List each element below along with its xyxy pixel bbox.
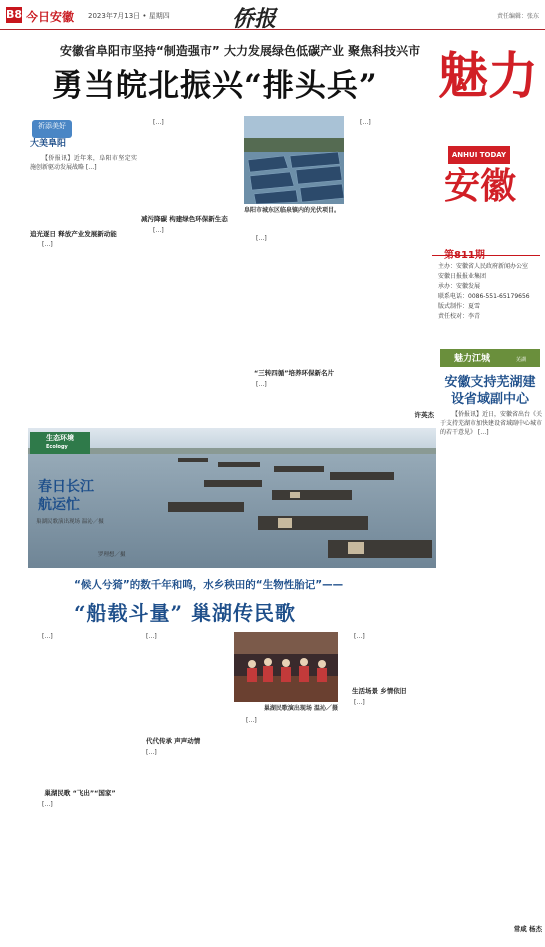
bottom-col2-bottom-text: […] bbox=[146, 749, 157, 756]
river-photo-caption: 巢湖民歌演出现场 温沁／摄 bbox=[36, 519, 104, 525]
bottom-col4-bottom-text: […] bbox=[354, 699, 365, 706]
lead-byline: 许英杰 bbox=[414, 411, 434, 419]
bottom-kicker: “候人兮猗”的数千年和鸣，水乡秧田的“生物性胎记”—— bbox=[74, 579, 344, 591]
issue-row: 安徽日报报业集团 bbox=[438, 273, 487, 280]
river-photo-headline: 春日长江航运忙 bbox=[38, 479, 94, 513]
lead-col2-bottom-text: […] bbox=[153, 227, 164, 234]
side-tag: 魅力江城 芜湖 bbox=[440, 349, 540, 367]
poster-char-1: 魅力 bbox=[438, 46, 538, 105]
masthead: 侨报 bbox=[232, 6, 277, 32]
river-photo-credit: 罗理想／摄 bbox=[98, 552, 126, 558]
issue-row: 承办：安徽发展 bbox=[438, 283, 481, 290]
bottom-col1-subhead: 巢湖民歌 “飞出”“国家” bbox=[44, 789, 116, 797]
editor-credit: 责任编辑：张东 bbox=[496, 13, 539, 20]
lead-col2-subhead: 减污降碳 构建绿色环保新生态 bbox=[141, 215, 228, 223]
issue-row: 责任校对：李青 bbox=[438, 313, 481, 320]
badge-title: 大美阜阳 bbox=[30, 139, 67, 149]
lead-headline: 勇当皖北振兴“排头兵” bbox=[52, 68, 378, 104]
poster-panel bbox=[428, 38, 545, 238]
poster-char-2: 安徽 bbox=[444, 165, 517, 207]
river-badge: 生态环境 Ecology bbox=[30, 432, 90, 454]
lead-photo-caption: 阜阳市城东区临泉镇内的光伏项目。 bbox=[244, 207, 341, 214]
poster-banner: ANHUI TODAY bbox=[448, 146, 510, 164]
lead-col1-text: […] bbox=[42, 241, 53, 248]
issue-row: 版式制作：夏雪 bbox=[438, 303, 481, 310]
badge-label: 祈添美好 bbox=[38, 122, 66, 130]
lead-col1-subhead: 追光逐日 释放产业发展新动能 bbox=[30, 230, 117, 238]
lead-col3-text: […] bbox=[256, 235, 267, 242]
lead-photo bbox=[244, 116, 344, 204]
issue-date: 2023年7月13日 • 星期四 bbox=[88, 12, 170, 20]
folk-song-photo bbox=[234, 632, 338, 702]
bottom-col1-bottom-text: […] bbox=[42, 801, 53, 808]
side-body: 【侨报讯】近日，安徽省出台《关于支持芜湖市加快建设省域副中心城市的若干意见》 […] bbox=[440, 411, 542, 436]
bottom-col2-subhead: 代代传承 声声动情 bbox=[146, 737, 201, 745]
issue-row: 联系电话：0086-551-65179656 bbox=[438, 293, 530, 300]
page-header bbox=[0, 0, 545, 30]
issue-row: 主办：安徽省人民政府新闻办公室 bbox=[438, 263, 529, 270]
side-byline: 常咸 杨杰 bbox=[513, 925, 542, 933]
side-headline: 安徽支持芜湖建设省域副中心 bbox=[444, 375, 536, 407]
bottom-col3-text: […] bbox=[246, 717, 257, 724]
issue-info bbox=[438, 262, 542, 322]
bottom-headline: “船载斗量” 巢湖传民歌 bbox=[74, 601, 296, 625]
bottom-col4-subhead: 生活场景 乡情依旧 bbox=[352, 687, 407, 695]
lead-col2-text: […] bbox=[153, 119, 164, 126]
page-number: B8 bbox=[6, 8, 23, 21]
section-title: 今日安徽 bbox=[26, 10, 75, 24]
issue-number: 第811期 bbox=[444, 250, 485, 261]
lead-col4-text: […] bbox=[360, 119, 371, 126]
bottom-col1-text: […] bbox=[42, 633, 53, 640]
bottom-col2-text: […] bbox=[146, 633, 157, 640]
lead-kicker: 安徽省阜阳市坚持“制造强市” 大力发展绿色低碳产业 聚焦科技兴市 bbox=[60, 44, 421, 58]
lead-col3-bottom-text: […] bbox=[256, 381, 267, 388]
folk-song-photo-caption: 巢湖民歌演出现场 温沁／摄 bbox=[263, 705, 338, 712]
lead-intro: 【侨报讯】近年来，阜阳市坚定实施创新驱动发展战略 […] bbox=[30, 155, 137, 171]
lead-col3-subhead: “三转四循”培养环保新名片 bbox=[254, 369, 335, 377]
bottom-col4-text: […] bbox=[354, 633, 365, 640]
